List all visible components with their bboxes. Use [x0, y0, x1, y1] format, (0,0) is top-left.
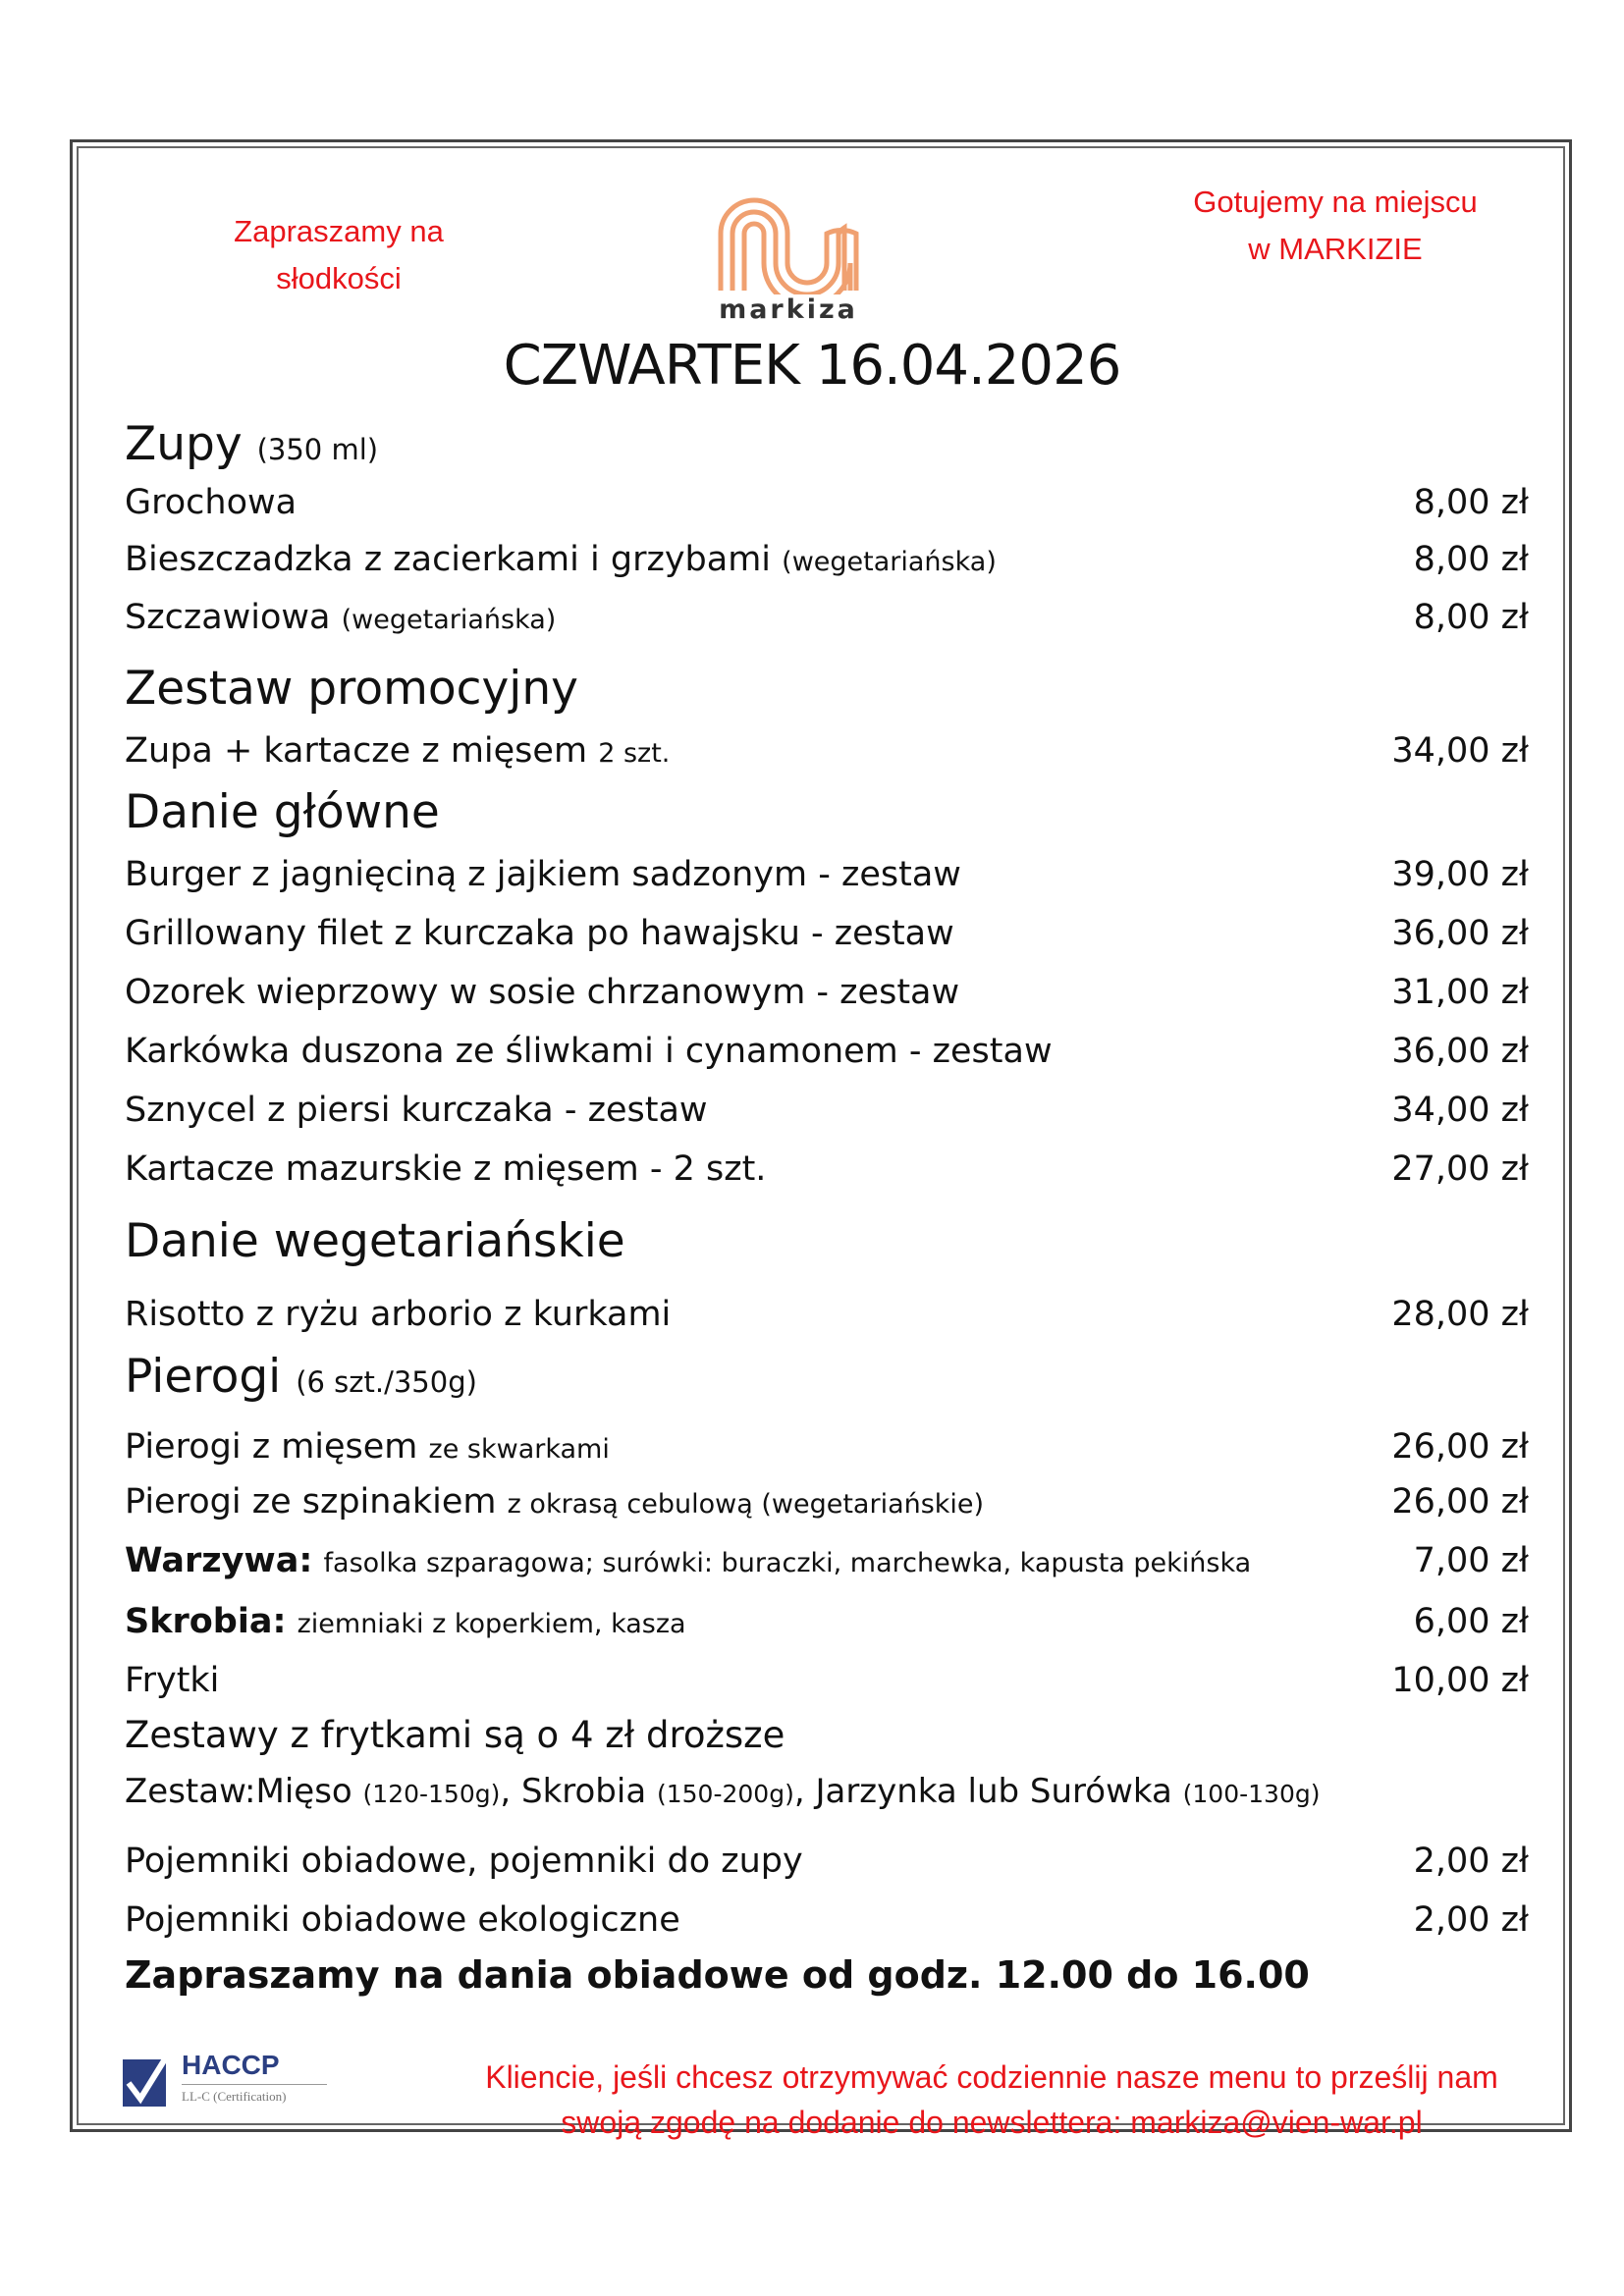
menu-item-price: 7,00 zł [1413, 1541, 1529, 1580]
menu-item-name [125, 1600, 686, 1646]
item-note: z okrasą cebulową (wegetariańskie) [507, 1489, 985, 1520]
set-meat-weight: (120-150g) [362, 1780, 501, 1808]
menu-item-price: 26,00 zł [1391, 1427, 1529, 1467]
menu-item-name: Kartacze mazurskie z mięsem - 2 szt. [125, 1149, 767, 1189]
menu-item-name: Ozorek wieprzowy w sosie chrzanowym - zestaw [125, 973, 960, 1012]
item-name-text: Warzywa: [125, 1541, 313, 1580]
menu-item-name [125, 1480, 984, 1526]
menu-item-name: Sznycel z piersi kurczaka - zestaw [125, 1091, 708, 1130]
set-veg-weight: (100-130g) [1182, 1780, 1321, 1808]
day-title: CZWARTEK 16.04.2026 [503, 334, 1121, 398]
menu-item-price: 6,00 zł [1413, 1602, 1529, 1641]
brand-name: markiza [719, 294, 858, 325]
haccp-divider [182, 2084, 327, 2085]
section-soups-label: Zupy [125, 417, 243, 471]
cooking-promo [1149, 179, 1522, 273]
newsletter-note [422, 2055, 1561, 2145]
item-name-text: Bieszczadzka z zacierkami i grzybami [125, 540, 772, 579]
cooking-promo-line2: w MARKIZIE [1248, 232, 1423, 266]
haccp-title: HACCP [182, 2050, 280, 2080]
fries-note: Zestawy z frytkami są o 4 zł droższe [125, 1714, 785, 1756]
set-starch-weight: (150-200g) [656, 1780, 794, 1808]
newsletter-line1: Kliencie, jeśli chcesz otrzymywać codziennie nasze menu to prześlij nam [485, 2059, 1498, 2095]
menu-item-name: Frytki [125, 1661, 220, 1700]
item-name-text: Zupa + kartacze z mięsem [125, 731, 588, 771]
haccp-subtitle: LL-C (Certification) [182, 2089, 287, 2104]
menu-item-name: Pojemniki obiadowe ekologiczne [125, 1900, 680, 1940]
menu-item-price: 36,00 zł [1391, 914, 1529, 953]
menu-item-price: 31,00 zł [1391, 973, 1529, 1012]
set-starch: Skrobia [521, 1772, 647, 1811]
menu-item-price: 8,00 zł [1413, 483, 1529, 522]
lunch-hours-invite: Zapraszamy na dania obiadowe od godz. 12.00 do 16.00 [125, 1953, 1310, 1997]
menu-item-name: Grillowany filet z kurczaka po hawajsku - zestaw [125, 914, 954, 953]
newsletter-line2: swoją zgodę na dodanie do newslettera: markiza@vien-war.pl [561, 2105, 1423, 2140]
menu-item-price: 39,00 zł [1391, 855, 1529, 894]
menu-item-price: 2,00 zł [1413, 1900, 1529, 1940]
set-meat: Zestaw:Mięso [125, 1772, 352, 1811]
menu-item-price: 34,00 zł [1391, 1091, 1529, 1130]
section-promo-title: Zestaw promocyjny [125, 662, 578, 716]
menu-item-name [125, 1425, 610, 1471]
menu-item-name [125, 596, 556, 642]
item-name-text: Pierogi z mięsem [125, 1427, 418, 1467]
sweets-promo-line1: Zapraszamy na [234, 214, 444, 248]
markiza-logo-icon [715, 185, 862, 294]
menu-item-price: 2,00 zł [1413, 1842, 1529, 1881]
menu-item-name [125, 729, 670, 775]
menu-item-name: Karkówka duszona ze śliwkami i cynamonem - zestaw [125, 1032, 1053, 1071]
item-note: (wegetariańska) [341, 605, 557, 635]
menu-item-price: 26,00 zł [1391, 1482, 1529, 1522]
menu-item-price: 28,00 zł [1391, 1295, 1529, 1334]
section-pierogi-label: Pierogi [125, 1350, 282, 1404]
menu-item-name: Pojemniki obiadowe, pojemniki do zupy [125, 1842, 803, 1881]
menu-item-price: 8,00 zł [1413, 598, 1529, 637]
item-note: fasolka szparagowa; surówki: buraczki, marchewka, kapusta pekińska [323, 1548, 1252, 1578]
item-note: (wegetariańska) [782, 547, 997, 577]
menu-item-name [125, 538, 997, 584]
section-pierogi-title [125, 1350, 477, 1404]
item-note: 2 szt. [598, 738, 671, 769]
section-vegetarian-title: Danie wegetariańskie [125, 1214, 625, 1268]
menu-item-name: Risotto z ryżu arborio z kurkami [125, 1295, 672, 1334]
sweets-promo [196, 208, 481, 302]
item-note: ziemniaki z koperkiem, kasza [297, 1609, 686, 1639]
section-pierogi-note: (6 szt./350g) [296, 1365, 477, 1399]
menu-item-price: 27,00 zł [1391, 1149, 1529, 1189]
haccp-badge [121, 2050, 332, 2118]
item-note: ze skwarkami [428, 1434, 610, 1465]
haccp-check-icon [123, 2054, 170, 2109]
item-name-text: Pierogi ze szpinakiem [125, 1482, 497, 1522]
menu-item-name [125, 1539, 1251, 1585]
menu-item-name: Burger z jagnięciną z jajkiem sadzonym - zestaw [125, 855, 961, 894]
item-name-text: Grochowa [125, 483, 298, 522]
menu-item-price: 10,00 zł [1391, 1661, 1529, 1700]
menu-item-price: 34,00 zł [1391, 731, 1529, 771]
sweets-promo-line2: słodkości [276, 261, 402, 295]
section-soups-title [125, 417, 378, 471]
item-name-text: Skrobia: [125, 1602, 287, 1641]
set-veg: Jarzynka lub Surówka [815, 1772, 1172, 1811]
set-composition-note: Zestaw:Mięso (120-150g), Skrobia (150-200g), Jarzynka lub Surówka (100-130g) [125, 1772, 1321, 1811]
item-name-text: Szczawiowa [125, 598, 331, 637]
menu-item-price: 36,00 zł [1391, 1032, 1529, 1071]
menu-item-name [125, 481, 297, 524]
section-soups-note: (350 ml) [256, 433, 379, 466]
menu-item-price: 8,00 zł [1413, 540, 1529, 579]
cooking-promo-line1: Gotujemy na miejscu [1193, 185, 1478, 219]
section-main-title: Danie główne [125, 785, 440, 839]
